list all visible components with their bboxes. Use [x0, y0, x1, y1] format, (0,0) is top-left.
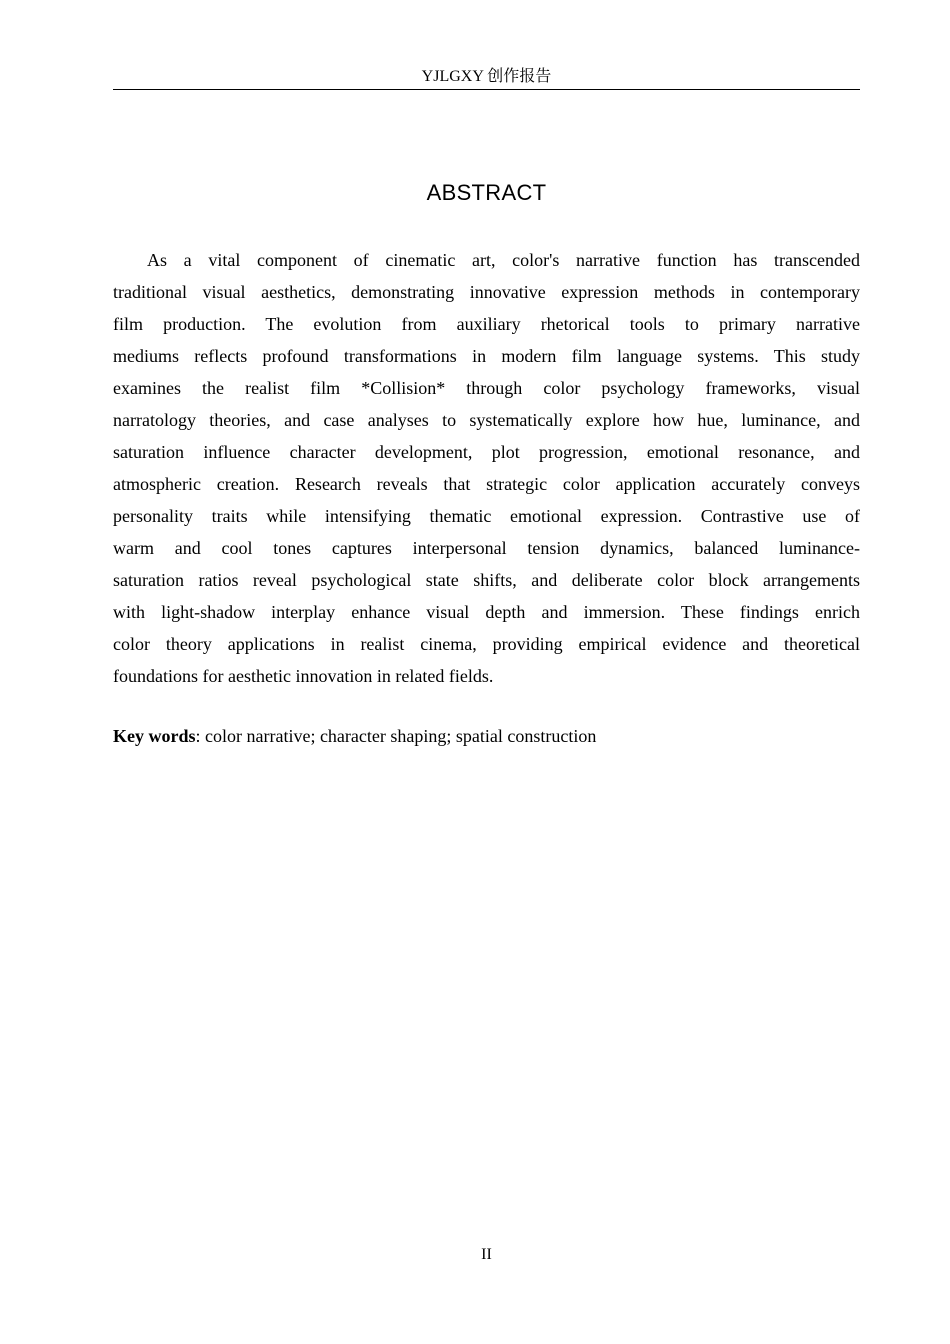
header-rule — [113, 89, 860, 90]
abstract-line: foundations for aesthetic innovation in related fields. — [113, 666, 494, 686]
abstract-line: narratology theories, and case analyses to systematically explore how hue, luminance, and — [113, 410, 860, 430]
abstract-line: film production. The evolution from auxiliary rhetorical tools to primary narrative — [113, 314, 860, 334]
abstract-line: As a vital component of cinematic art, color's narrative function has transcended — [147, 250, 860, 270]
abstract-paragraph — [113, 244, 860, 692]
keywords-text: : color narrative; character shaping; spatial construction — [195, 726, 597, 746]
abstract-line: warm and cool tones captures interpersonal tension dynamics, balanced luminance- — [113, 538, 860, 558]
page-number: II — [481, 1246, 492, 1263]
abstract-line: with light-shadow interplay enhance visual depth and immersion. These findings enrich — [113, 602, 860, 622]
abstract-line: atmospheric creation. Research reveals that strategic color application accurately conveys — [113, 474, 860, 494]
abstract-line: saturation influence character development, plot progression, emotional resonance, and — [113, 442, 860, 462]
abstract-line: traditional visual aesthetics, demonstrating innovative expression methods in contemporary — [113, 282, 860, 302]
abstract-title: ABSTRACT — [426, 180, 547, 205]
abstract-line: examines the realist film *Collision* through color psychology frameworks, visual — [113, 378, 860, 398]
running-header: YJLGXY 创作报告 — [421, 68, 552, 85]
abstract-line: mediums reflects profound transformations in modern film language systems. This study — [113, 346, 860, 366]
abstract-line: saturation ratios reveal psychological state shifts, and deliberate color block arrangements — [113, 570, 860, 590]
abstract-line: personality traits while intensifying thematic emotional expression. Contrastive use of — [113, 506, 860, 526]
keywords-line — [113, 720, 860, 752]
abstract-line: color theory applications in realist cinema, providing empirical evidence and theoretical — [113, 634, 860, 654]
keywords-label: Key words — [113, 726, 196, 746]
